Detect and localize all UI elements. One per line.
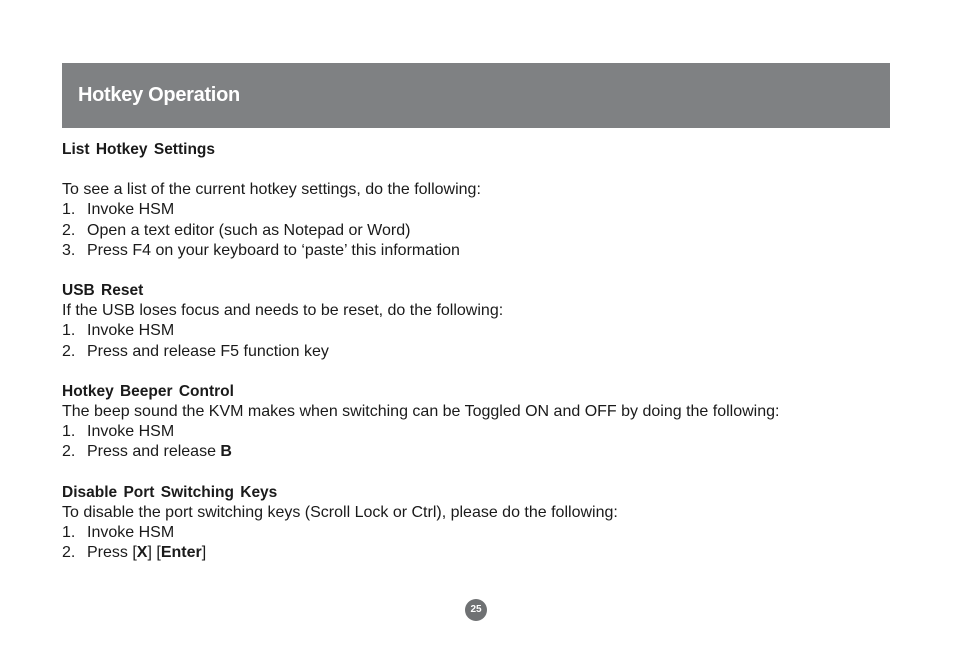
list-item: 2. Press and release B (62, 443, 232, 461)
document-body (62, 140, 882, 563)
section-heading: Disable Port Switching Keys (62, 483, 278, 501)
section-list-hotkey-settings (62, 140, 882, 261)
section-heading: List Hotkey Settings (62, 141, 215, 158)
section-intro: To see a list of the current hotkey settings, do the following: (62, 181, 481, 199)
list-item: 3. Press F4 on your keyboard to ‘paste’ this information (62, 241, 460, 259)
key-label: X (136, 544, 148, 562)
section-hotkey-beeper-control (62, 382, 882, 463)
list-item: 1. Invoke HSM (62, 524, 175, 542)
list-item: 1. Invoke HSM (62, 423, 175, 441)
list-item: 2. Press [X] [Enter] (62, 544, 207, 562)
section-disable-port-switching-keys (62, 483, 882, 564)
section-heading: USB Reset (62, 282, 144, 300)
section-intro: If the USB loses focus and needs to be reset, do the following: (62, 302, 504, 320)
list-item: 1. Invoke HSM (62, 322, 175, 340)
list-item: 2. Press and release F5 function key (62, 342, 329, 360)
list-item: 1. Invoke HSM (62, 201, 175, 219)
key-label: Enter (160, 544, 202, 562)
page-title: Hotkey Operation (78, 84, 240, 106)
section-heading: Hotkey Beeper Control (62, 382, 234, 400)
key-label: B (220, 443, 232, 461)
section-intro: The beep sound the KVM makes when switching can be Toggled ON and OFF by doing the following: (62, 403, 780, 421)
section-usb-reset (62, 281, 882, 362)
section-intro: To disable the port switching keys (Scroll Lock or Ctrl), please do the following: (62, 503, 618, 521)
list-item: 2. Open a text editor (such as Notepad or Word) (62, 221, 411, 239)
section-header-bar (62, 63, 890, 128)
page-number-badge: 25 (465, 599, 487, 621)
